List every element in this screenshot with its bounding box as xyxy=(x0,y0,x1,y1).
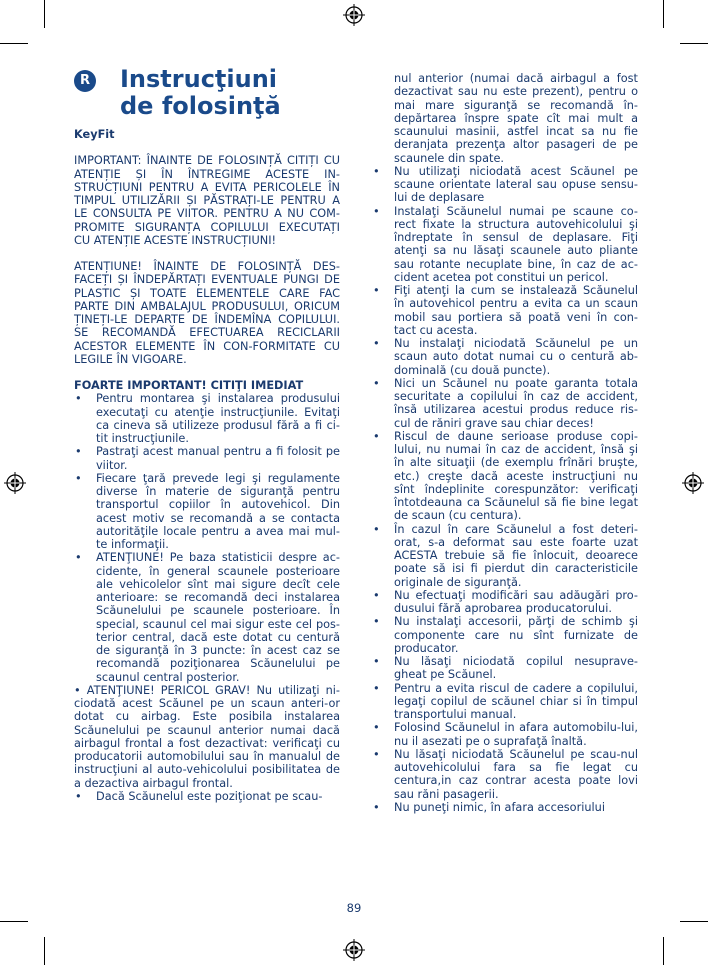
list-item: • Fiecare ţară prevede legi şi regulamente diverse în materie de siguranţă pentru transportul copiilor în autovehicol. Din acest motiv se recomandă a se contacta autorităţile locale pentru a avea mai mul-te informaţii. xyxy=(74,472,340,552)
title-line-2: de folosinţă xyxy=(120,92,281,120)
crop-mark xyxy=(44,0,45,28)
list-item: • Pentru montarea şi instalarea produsului executaţi cu atenţie instrucţiunile. Evitaţi ca cineva să utilizeze produsul fără a fi ci-tit instrucţiunile. xyxy=(74,392,340,445)
list-item: • Pastraţi acest manual pentru a fi folosit pe viitor. xyxy=(74,445,340,472)
list-item: • Nu puneţi nimic, în afara accesoriului xyxy=(372,801,638,814)
list-item: • Nu instalaţi accesorii, părţi de schimb şi componente care nu sînt furnizate de producator. xyxy=(372,615,638,655)
warning-paragraph: ATENȚIUNE! ÎNAINTE DE FOLOSINȚĂ DES-FACEȚI ȘI ÎNDEPĂRTAȚI EVENTUALE PUNGI DE PLASTIC ȘI TOATE ELEMENTELE CARE FAC PARTE DIN AMBALAJUL PRODUSULUI, ORICUM ȚINEȚI-LE DEPARTE DE ÎNDEMÎNA COPILULUI. SE RECOMANDĂ EFECTUAREA RECICLARII ACESTOR ELEMENTE ÎN CON-FORMITATE CU LEGILE ÎN VIGOARE. xyxy=(74,260,340,366)
list-item: • Nu instalaţi niciodată Scăunelul pe un scaun auto dotat numai cu o centură ab-dominală (cu două puncte). xyxy=(372,337,638,377)
crop-mark xyxy=(44,937,45,965)
continued-paragraph: nul anterior (numai dacă airbagul a fost dezactivat sau nu este prezent), pentru o mai mare siguranţă se recomandă în-depărtarea înspre spate cît mai mult a scaunului masinii, astfel incat sa nu fie deranjata prezenţa altor pasageri de pe scaunele din spate. xyxy=(394,72,638,165)
registration-mark-icon xyxy=(4,472,26,494)
list-item: • Pentru a evita riscul de cadere a copilului, legaţi copilul de scăunel chiar si în timpul transportului manual. xyxy=(372,682,638,722)
intro-paragraph: IMPORTANT: ÎNAINTE DE FOLOSINȚĂ CITIȚI CU ATENȚIE ȘI ÎN ÎNTREGIME ACESTE IN-STRUCȚIUNI PENTRU A EVITA PERICOLELE ÎN TIMPUL UTILIZĂRII ȘI PĂSTRAȚI-LE PENTRU A LE CONSULTA PE VIITOR. PENTRU A NU COM-PROMITE SIGURANȚA COPILULUI EXECUTAȚI CU ATENȚIE ACESTE INSTRUCȚIUNI! xyxy=(74,154,340,247)
registration-mark-icon xyxy=(343,939,365,961)
instruction-list xyxy=(372,165,638,814)
crop-mark xyxy=(680,921,708,922)
crop-mark xyxy=(663,937,664,965)
list-item: • Dacă Scăunelul este poziţionat pe scau- xyxy=(74,790,340,803)
instruction-list xyxy=(74,392,340,803)
crop-mark xyxy=(0,43,28,44)
right-column xyxy=(372,72,638,814)
page-number: 89 xyxy=(346,901,362,915)
page-title xyxy=(120,66,281,120)
list-item: • Nu utilizaţi niciodată acest Scăunel pe scaune orientate lateral sau opuse sensu-lui de deplasare xyxy=(372,165,638,205)
language-badge: R xyxy=(74,70,96,92)
left-column xyxy=(74,128,340,803)
list-item: • Nu lăsaţi niciodată Scăunelul pe scau-nul autovehicolului fara sa fie legat cu centura,in caz contrar acesta poate lovi sau răni pasagerii. xyxy=(372,748,638,801)
crop-mark xyxy=(0,921,28,922)
crop-mark xyxy=(680,43,708,44)
product-name: KeyFit xyxy=(74,128,115,141)
list-item: • ATENŢIUNE! PERICOL GRAV! Nu utilizaţi ni-ciodată acest Scăunel pe un scaun anteri-or dotat cu airbag. Este posibila instalarea Scăunelului pe scaunul anterior numai dacă airbagul frontal a fost dezactivat: verificaţi cu producatorii automobilului sau în manualul de instrucţiuni al auto-vehicolului posibilitatea de a dezactiva airbagul frontal. xyxy=(74,683,340,790)
list-item: • Nici un Scăunel nu poate garanta totala securitate a copilului în caz de accident, însă utilizarea acestui produs reduce ris-cul de răniri grave sau chiar deces! xyxy=(372,377,638,430)
list-item: • În cazul în care Scăunelul a fost deteri-orat, s-a deformat sau este foarte uzat ACESTA trebuie să fie înlocuit, deoarece poate să isi fi pierdut din caracteristicile originale de siguranţă. xyxy=(372,523,638,589)
section-heading: FOARTE IMPORTANT! CITIŢI IMEDIAT xyxy=(74,379,304,392)
registration-mark-icon xyxy=(343,4,365,26)
list-item: • Fiţi atenţi la cum se instalează Scăunelul în autovehicol pentru a evita ca un scaun mobil sau portiera să poată veni în con-tact cu acesta. xyxy=(372,284,638,337)
list-item: • Folosind Scăunelul in afara automobilu-lui, nu il asezati pe o suprafaţă înaltă. xyxy=(372,721,638,748)
list-item: • Nu lăsaţi niciodată copilul nesuprave-gheat pe Scăunel. xyxy=(372,655,638,682)
list-item: • Riscul de daune serioase produse copi-lului, nu numai în caz de accident, însă şi în alte situaţii (de exemplu frînări bruşte, etc.) creşte dacă aceste instrucţiuni nu sînt îndeplinite corespunzător: verificaţi întotdeauna ca Scăunelul să fie bine legat de scaun (cu centura). xyxy=(372,430,638,523)
list-item: • Instalaţi Scăunelul numai pe scaune co-rect fixate la structura autovehicolului şi îndreptate în sensul de deplasare. Fiţi atenţi sa nu lăsaţi scaunele auto pliante sau rotante necuplate bine, în caz de ac-cident acetea pot constitui un pericol. xyxy=(372,205,638,285)
list-item: • ATENŢIUNE! Pe baza statisticii despre ac-cidente, în general scaunele posterioare ale vehicolelor sînt mai sigure decît cele anterioare: se recomandă deci instalarea Scăunelului pe scaunele posterioare. În special, scaunul cel mai sigur este cel pos-terior central, dacă este dotat cu centură de siguranţă în 3 puncte: în acest caz se recomandă poziţionarea Scăunelului pe scaunul central posterior. xyxy=(74,551,340,684)
crop-mark xyxy=(663,0,664,28)
list-item: • Nu efectuaţi modificări sau adăugări pro-dusului fără aprobarea producatorului. xyxy=(372,589,638,616)
registration-mark-icon xyxy=(682,472,704,494)
title-line-1: Instrucţiuni xyxy=(120,65,278,93)
